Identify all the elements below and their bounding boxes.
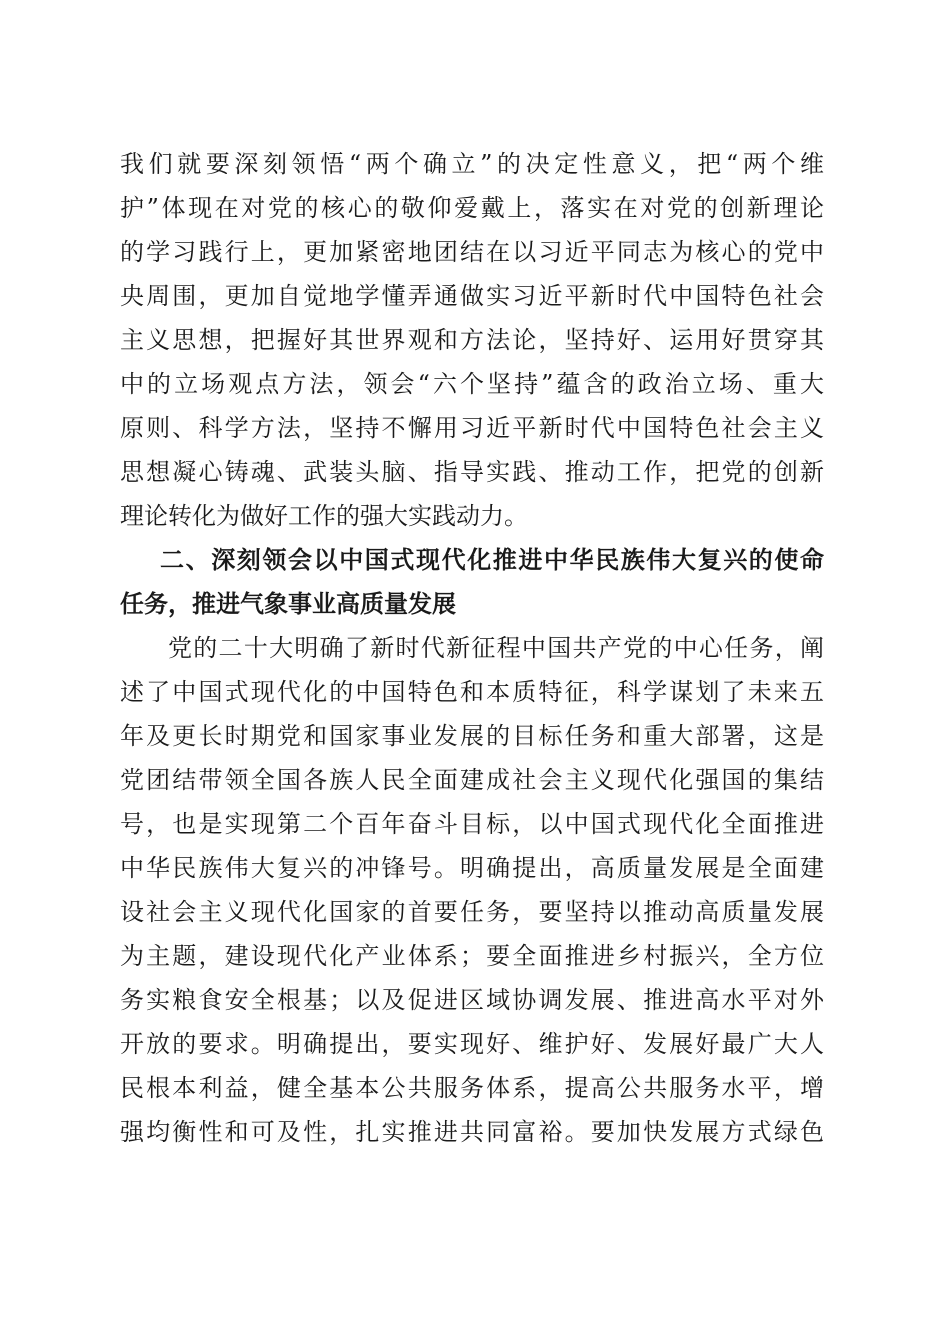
paragraph-line: 务实粮食安全根基；以及促进区域协调发展、推进高水平对外 [120,986,824,1014]
paragraph-line: 开放的要求。明确提出，要实现好、维护好、发展好最广大人 [120,1030,824,1058]
paragraph-line: 民根本利益，健全基本公共服务体系，提高公共服务水平，增 [120,1074,824,1102]
paragraph-line: 强均衡性和可及性，扎实推进共同富裕。要加快发展方式绿色 [120,1118,824,1146]
paragraph-line: 护”体现在对党的核心的敬仰爱戴上，落实在对党的创新理论 [120,194,824,222]
paragraph-2 [120,626,824,1154]
section-heading [120,538,824,626]
paragraph-line: 述了中国式现代化的中国特色和本质特征，科学谋划了未来五 [120,678,824,706]
heading-line: 任务，推进气象事业高质量发展 [120,590,456,618]
paragraph-continued [120,142,824,538]
paragraph-line: 号，也是实现第二个百年奋斗目标，以中国式现代化全面推进 [120,810,824,838]
document-body [120,142,824,1154]
paragraph-line: 我们就要深刻领悟“两个确立”的决定性意义，把“两个维 [120,150,824,178]
paragraph-line: 理论转化为做好工作的强大实践动力。 [120,502,528,530]
paragraph-line: 央周围，更加自觉地学懂弄通做实习近平新时代中国特色社会 [120,282,824,310]
paragraph-line: 党团结带领全国各族人民全面建成社会主义现代化强国的集结 [120,766,824,794]
paragraph-line: 的学习践行上，更加紧密地团结在以习近平同志为核心的党中 [120,238,824,266]
paragraph-line: 年及更长时期党和国家事业发展的目标任务和重大部署，这是 [120,722,824,750]
paragraph-line: 原则、科学方法，坚持不懈用习近平新时代中国特色社会主义 [120,414,824,442]
paragraph-line: 思想凝心铸魂、武装头脑、指导实践、推动工作，把党的创新 [120,458,824,486]
paragraph-line: 主义思想，把握好其世界观和方法论，坚持好、运用好贯穿其 [120,326,824,354]
paragraph-line: 中的立场观点方法，领会“六个坚持”蕴含的政治立场、重大 [120,370,824,398]
paragraph-line: 中华民族伟大复兴的冲锋号。明确提出，高质量发展是全面建 [120,854,824,882]
heading-line: 二、深刻领会以中国式现代化推进中华民族伟大复兴的使命 [160,546,824,574]
paragraph-line: 党的二十大明确了新时代新征程中国共产党的中心任务，阐 [168,634,824,662]
paragraph-line: 设社会主义现代化国家的首要任务，要坚持以推动高质量发展 [120,898,824,926]
paragraph-line: 为主题，建设现代化产业体系；要全面推进乡村振兴，全方位 [120,942,824,970]
